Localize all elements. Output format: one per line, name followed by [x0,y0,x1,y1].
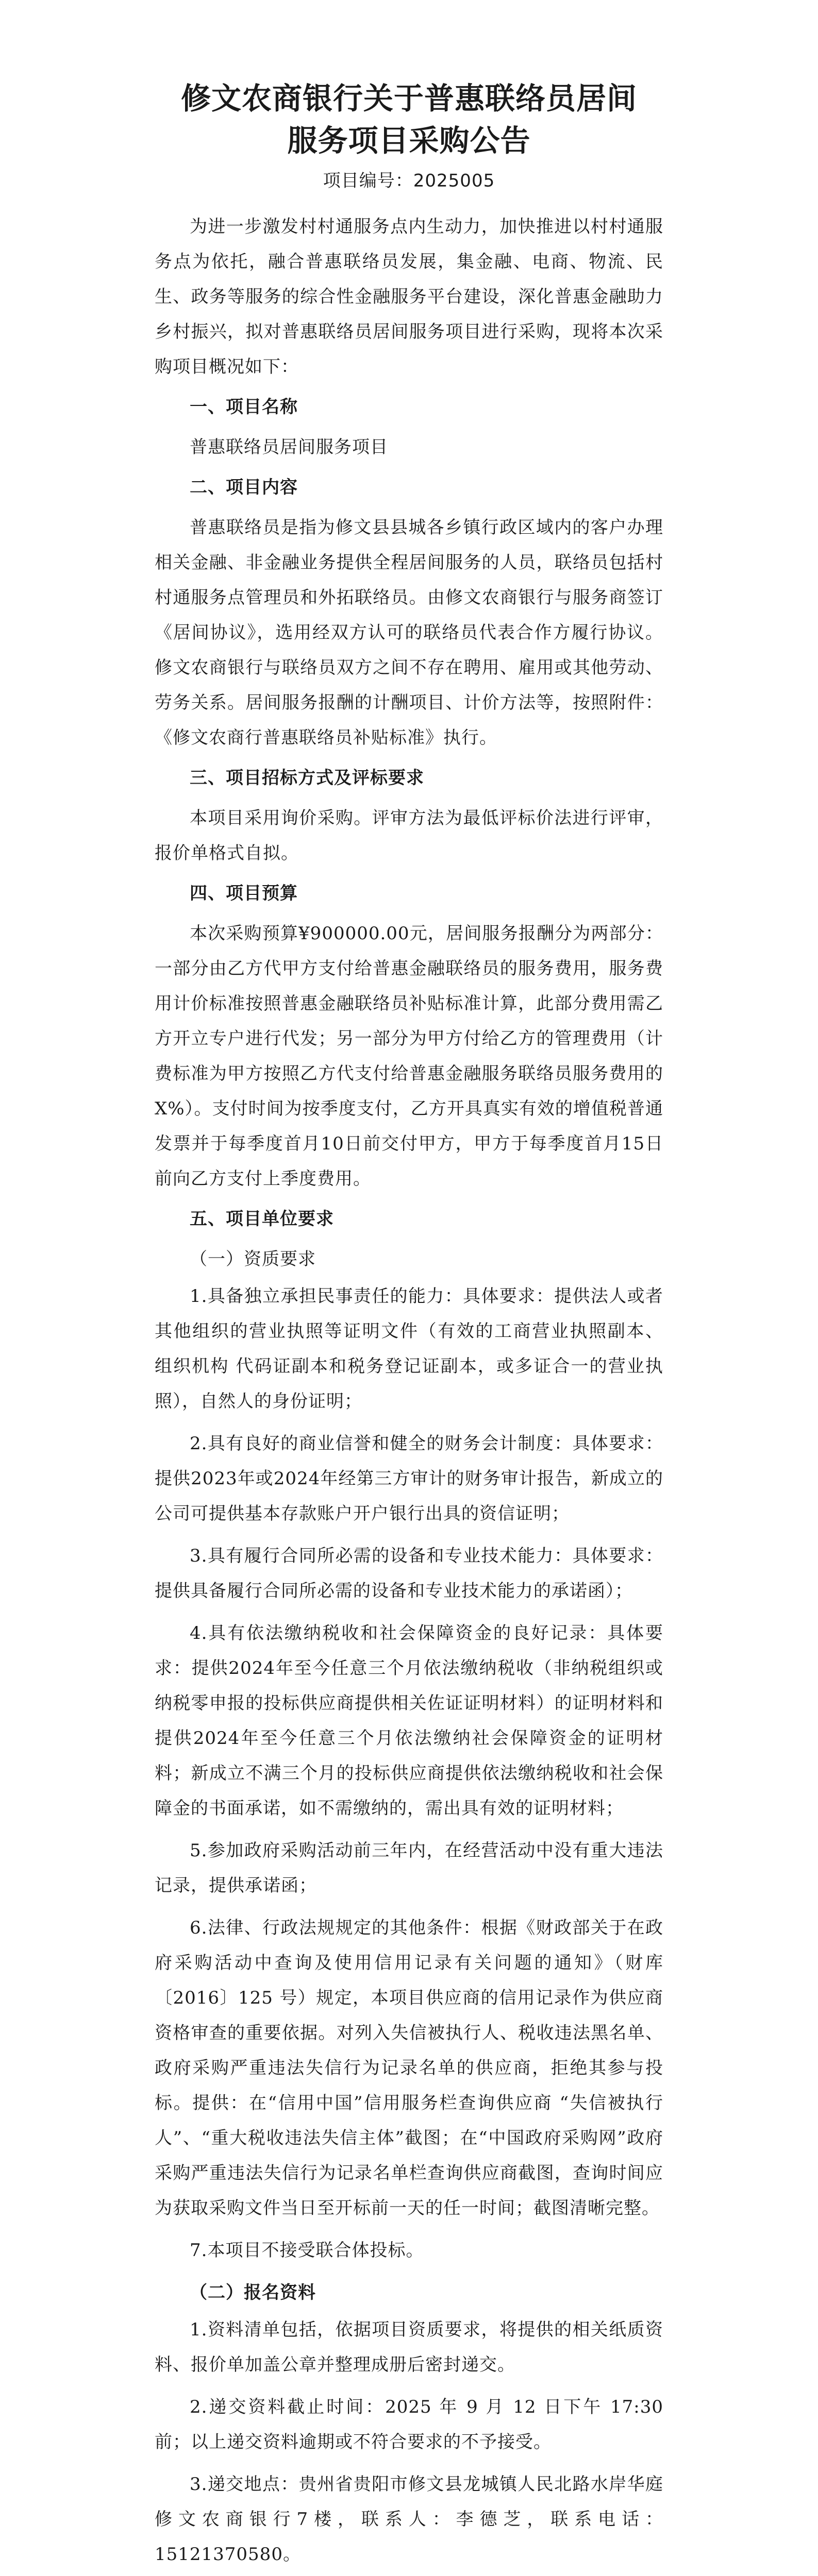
document-title [155,77,663,162]
section-2-body: 普惠联络员是指为修文县县城各乡镇行政区域内的客户办理相关金融、非金融业务提供全程居间服务的人员，联络员包括村村通服务点管理员和外拓联络员。由修文农商银行与服务商签订《居间协议》，选用经双方认可的联络员代表合作方履行协议。修文农商银行与联络员双方之间不存在聘用、雇用或其他劳动、劳务关系。居间服务报酬的计酬项目、计价方法等，按照附件：《修文农商行普惠联络员补贴标准》执行。 [155,517,663,748]
qualification-item-6: 6.法律、行政法规规定的其他条件：根据《财政部关于在政府采购活动中查询及使用信用记录有关问题的通知》（财库〔2016〕125 号）规定，本项目供应商的信用记录作为供应商资格审查的重要依据。对列入失信被执行人、税收违法黑名单、政府采购严重违法失信行为记录名单的供应商，拒绝其参与投标。提供：在“信用中国”信用服务栏查询供应商 “失信被执行人”、“重大税收违法失信主体”截图；在“中国政府采购网”政府采购严重违法失信行为记录名单栏查询供应商截图，查询时间应为获取采购文件当日至开标前一天的任一时间；截图清晰完整。 [155,1918,663,2218]
section-4-body: 本次采购预算¥900000.00元，居间服务报酬分为两部分：一部分由乙方代甲方支付给普惠金融联络员的服务费用，服务费用计价标准按照普惠金融联络员补贴标准计算，此部分费用需乙方开立专户进行代发；另一部分为甲方付给乙方的管理费用（计费标准为甲方按照乙方代支付给普惠金融服务联络员服务费用的X%）。支付时间为按季度支付，乙方开具真实有效的增值税普通发票并于每季度首月10日前交付甲方，甲方于每季度首月15日前向乙方支付上季度费用。 [155,923,663,1189]
section-5-heading: 五、项目单位要求 [190,1209,334,1229]
subsection-qualification-heading: （一）资质要求 [190,1249,316,1269]
qualification-item-7: 7.本项目不接受联合体投标。 [190,2240,424,2261]
section-3-body: 本项目采用询价采购。评审方法为最低评标价法进行评审，报价单格式自拟。 [155,808,663,863]
qualification-item-2: 2.具有良好的商业信誉和健全的财务会计制度：具体要求：提供2023年或2024年经第三方审计的财务审计报告，新成立的公司可提供基本存款账户开户银行出具的资信证明； [155,1433,663,1524]
qualification-item-3: 3.具有履行合同所必需的设备和专业技术能力：具体要求：提供具备履行合同所必需的设备和专业技术能力的承诺函）； [155,1546,663,1601]
section-3-heading: 三、项目招标方式及评标要求 [190,768,424,788]
registration-item-3: 3.递交地点：贵州省贵阳市修文县龙城镇人民北路水岸华庭修文农商银行7楼，联系人：李德芝，联系电话：15121370580。 [155,2474,663,2565]
section-1-heading: 一、项目名称 [190,397,298,417]
qualification-item-5: 5.参加政府采购活动前三年内，在经营活动中没有重大违法记录，提供承诺函； [155,1840,663,1896]
section-1-body: 普惠联络员居间服务项目 [190,437,388,457]
qualification-item-4: 4.具有依法缴纳税收和社会保障资金的良好记录：具体要求：提供2024年至今任意三个月依法缴纳税收（非纳税组织或纳税零申报的投标供应商提供相关佐证证明材料）的证明材料和提供2024年至今任意三个月依法缴纳社会保障资金的证明材料；新成立不满三个月的投标供应商提供依法缴纳税收和社会保障金的书面承诺，如不需缴纳的，需出具有效的证明材料； [155,1623,663,1819]
section-2-heading: 二、项目内容 [190,477,298,498]
title-line-2: 服务项目采购公告 [287,123,531,158]
registration-item-1: 1.资料清单包括，依据项目资质要求，将提供的相关纸质资料、报价单加盖公章并整理成册后密封递交。 [155,2319,663,2375]
qualification-item-1: 1.具备独立承担民事责任的能力：具体要求：提供法人或者其他组织的营业执照等证明文件（有效的工商营业执照副本、 组织机构 代码证副本和税务登记证副本，或多证合一的营业执照），自然人的身份证明； [155,1286,663,1412]
title-line-1: 修文农商银行关于普惠联络员居间 [180,81,637,116]
intro-paragraph: 为进一步激发村村通服务点内生动力，加快推进以村村通服务点为依托，融合普惠联络员发展，集金融、电商、物流、民生、政务等服务的综合性金融服务平台建设，深化普惠金融助力乡村振兴，拟对普惠联络员居间服务项目进行采购，现将本次采购项目概况如下： [155,216,663,377]
section-4-heading: 四、项目预算 [190,883,298,904]
project-number: 项目编号：2025005 [323,171,495,191]
subsection-registration-heading: （二）报名资料 [190,2282,316,2303]
registration-item-2: 2.递交资料截止时间：2025 年 9 月 12 日下午 17:30 前；以上递交资料逾期或不符合要求的不予接受。 [155,2397,663,2452]
